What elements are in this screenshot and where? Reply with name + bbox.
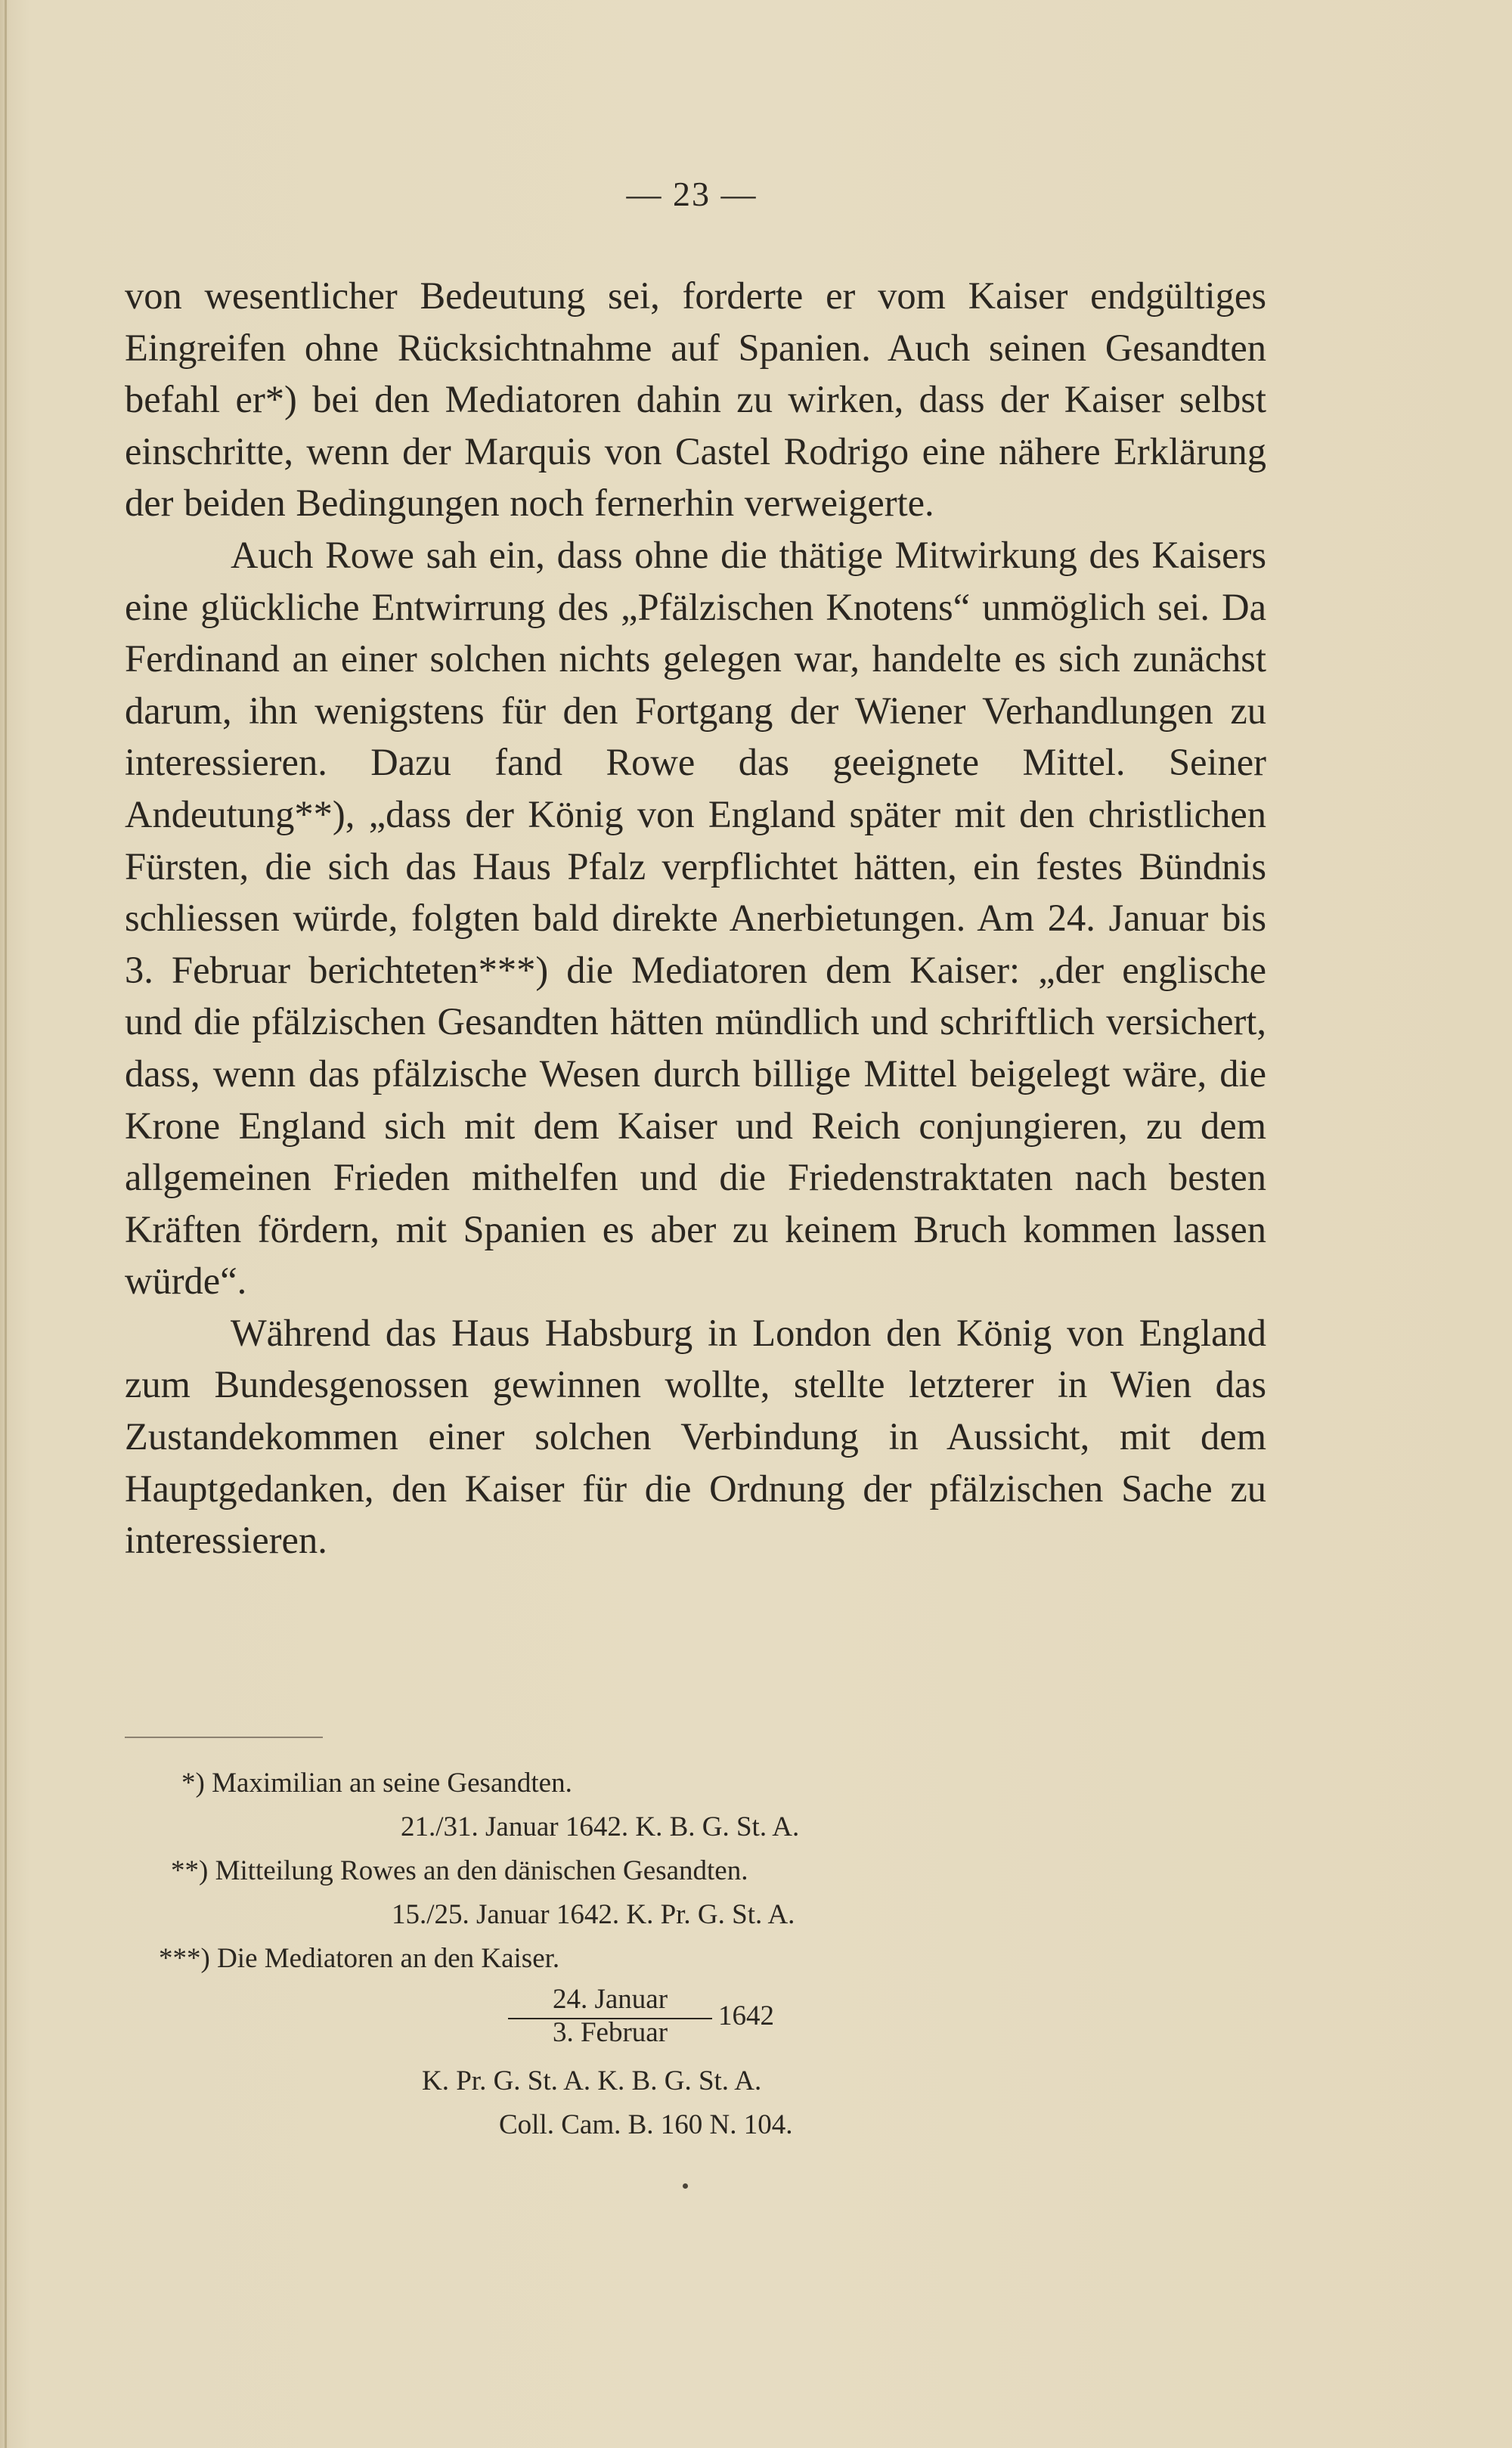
footnote-2-reference: 15./25. Januar 1642. K. Pr. G. St. A. [392, 1899, 795, 1930]
footnote-1-reference: 21./31. Januar 1642. K. B. G. St. A. [401, 1811, 800, 1842]
footnote-3-year: 1642 [718, 2000, 774, 2031]
page-edge [5, 0, 7, 2448]
footnote-3-title: ***) Die Mediatoren an den Kaiser. [159, 1943, 560, 1974]
footnote-3-collection: Coll. Cam. B. 160 N. 104. [499, 2109, 793, 2140]
footnote-2-title: **) Mitteilung Rowes an den dänischen Gesandten. [171, 1855, 748, 1886]
paragraph-1: von wesentlicher Bedeutung sei, forderte er vom Kaiser endgültiges Eingreifen ohne Rücksichtnahme auf Spanien. Auch seinen Gesandten befahl er*) bei den Mediatoren dahin zu wirken, dass der Kaiser selbst einschritte, wenn der Marquis von Castel Rodrigo eine nähere Erklärung der beiden Bedingungen noch fernerhin verweigerte. [125, 274, 1266, 525]
main-text [125, 270, 1266, 1566]
paragraph-3: Während das Haus Habsburg in London den König von England zum Bundesgenossen gewinnen wollte, stellte letzterer in Wien das Zustandekommen einer solchen Verbindung in Aussicht, mit dem Hauptgedanken, den Kaiser für die Ordnung der pfälzischen Sache zu interessieren. [125, 1311, 1266, 1562]
paragraph-2: Auch Rowe sah ein, dass ohne die thätige Mitwirkung des Kaisers eine glückliche Entwirrung des „Pfälzischen Knotens“ unmöglich sei. Da Ferdinand an einer solchen nichts gelegen war, handelte es sich zunächst darum, ihn wenigstens für den Fortgang der Wiener Verhandlungen zu interessieren. Dazu fand Rowe das geeignete Mittel. Seiner Andeutung**), „dass der König von England später mit den christlichen Fürsten, die sich das Haus Pfalz verpflichtet hätten, ein festes Bündnis schliessen würde, folgten bald direkte Anerbietungen. Am 24. Januar bis 3. Februar berichteten***) die Mediatoren dem Kaiser: „der englische und die pfälzischen Gesandten hätten mündlich und schriftlich versichert, dass, wenn das pfälzische Wesen durch billige Mittel beigelegt wäre, die Krone England sich mit dem Kaiser und Reich conjungieren, zu dem allgemeinen Frieden mithelfen und die Friedenstraktaten nach besten Kräften fördern, mit Spanien es aber zu keinem Bruch kommen lassen würde“. [125, 533, 1266, 1303]
footnote-1-title: *) Maximilian an seine Gesandten. [181, 1768, 572, 1799]
footnote-separator [125, 1737, 323, 1738]
ink-speck [683, 2183, 688, 2189]
footnote-3-date-top: 24. Januar [552, 1984, 668, 2015]
page-number: — 23 — [626, 175, 758, 213]
footnote-3-archives: K. Pr. G. St. A. K. B. G. St. A. [422, 2065, 762, 2096]
footnote-3-date-bottom: 3. Februar [552, 2017, 668, 2048]
